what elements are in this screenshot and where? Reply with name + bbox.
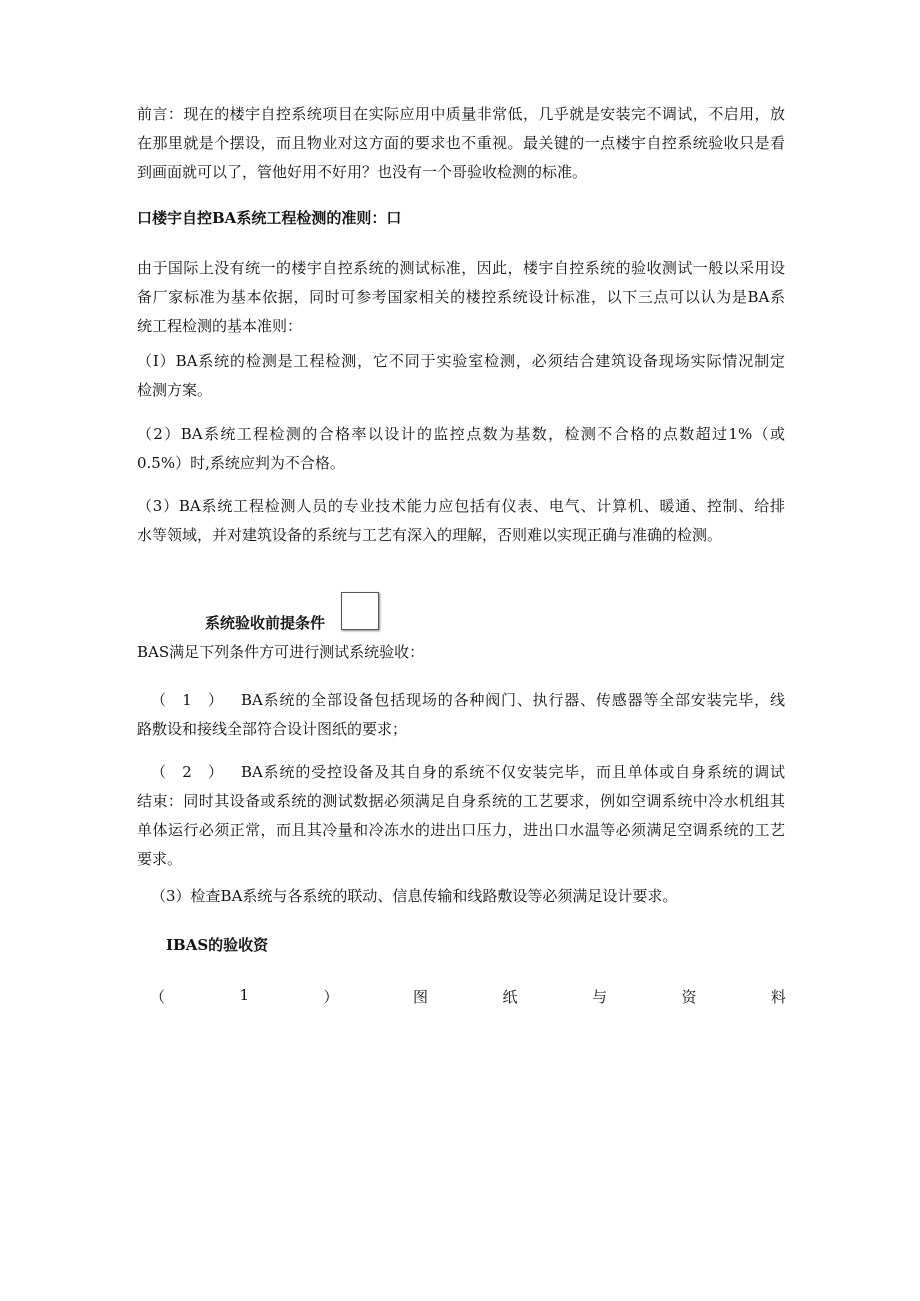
document-page: 前言：现在的楼宇自控系统项目在实际应用中质量非常低，几乎就是安装完不调试，不启用，放 在那里就是个摆设，而且物业对这方面的要求也不重视。最关键的一点楼宇自控系统验收只是看 到画面就可以了，管他好用不好用？也没有一个哥验收检测的标准。 口楼宇自控BA系统工程检测的准则：口 由于国际上没有统一的楼宇自控系统的测试标准，因此，楼宇自控系统的验收测试一般以采用设 备厂家标准为基本依据，同时可参考国家相关的楼控系统设计标准，以下三点可以认为是BA系 统工程检测的基本准则： （I）BA系统的检测是工程检测，它不同于实验室检测，必须结合建筑设备现场实际情况制定 检测方案。 （2）BA系统工程检测的合格率以设计的监控点数为基数，检测不合格的点数超过1%（或 0.5%）时,系统应判为不合格。 （3）BA系统工程检测人员的专业技术能力应包括有仪表、电气、计算机、暖通、控制、给排 水等领域，并对建筑设备的系统与工艺有深入的理解，否则难以实现正确与准确的检测。 系统验收前提条件 BAS满足下列条件方可进行测试系统验收： （1） BA系统的全部设备包括现场的各种阀门、执行器、传感器等全部安装完毕，线 路敷设和接线全部符合设计图纸的要求； （2） BA系统的受控设备及其自身的系统不仅安装完毕，而且单体或自身系统的调试 结束：同时其设备或系统的测试数据必须满足自身系统的工艺要求，例如空调系统中冷水机组其 单体运行必须正常，而且其冷量和冷冻水的进出口压力，进出口水温等必须满足空调系统的工艺 要求。 （3）检查BA系统与各系统的联动、信息传输和线路敷设等必须满足设计要求。 IBAS的验收资 （ 1 ） 图 纸 与 资 料: [0, 0, 920, 1301]
text-line: 到画面就可以了，管他好用不好用？也没有一个哥验收检测的标准。: [137, 163, 588, 181]
item-char: 1: [239, 986, 250, 1004]
text-line: 0.5%）时,系统应判为不合格。: [137, 454, 345, 472]
text-line: （2） BA系统的受控设备及其自身的系统不仅安装完毕，而且单体或自身系统的调试: [151, 763, 785, 781]
prerequisite-intro: BAS满足下列条件方可进行测试系统验收：: [137, 643, 425, 661]
checkbox-graphic: [341, 592, 379, 630]
text-line: 检测方案。: [137, 381, 213, 399]
item-char: 纸: [502, 988, 518, 1006]
item-char: 资: [681, 988, 697, 1006]
item-char: 与: [591, 988, 607, 1006]
text-line: 要求。: [137, 850, 183, 868]
text-line: 结束：同时其设备或系统的测试数据必须满足自身系统的工艺要求，例如空调系统中冷水机组其: [137, 792, 785, 810]
text-line: 备厂家标准为基本依据，同时可参考国家相关的楼控系统设计标准，以下三点可以认为是BA系: [137, 288, 785, 306]
text-line: 在那里就是个摆设，而且物业对这方面的要求也不重视。最关键的一点楼宇自控系统验收只是看: [137, 134, 785, 152]
text-line: 路敷设和接线全部符合设计图纸的要求；: [137, 720, 408, 738]
intro-paragraph: [137, 100, 785, 187]
text-line: 由于国际上没有统一的楼宇自控系统的测试标准，因此，楼宇自控系统的验收测试一般以采用设: [137, 259, 785, 277]
item-char: （: [150, 988, 166, 1006]
section-heading-acceptance-docs: IBAS的验收资: [166, 936, 269, 954]
text-line: 单体运行必须正常，而且其冷量和冷冻水的进出口压力，进出口水温等必须满足空调系统的工艺: [137, 821, 785, 839]
item-char: 图: [412, 988, 428, 1006]
text-line: （1） BA系统的全部设备包括现场的各种阀门、执行器、传感器等全部安装完毕，线: [151, 691, 785, 709]
text-line: 水等领域，并对建筑设备的系统与工艺有深入的理解，否则难以实现正确与准确的检测。: [137, 526, 723, 544]
criteria-rule-3: [137, 492, 785, 550]
text-line: （2）BA系统工程检测的合格率以设计的监控点数为基数，检测不合格的点数超过1%（或: [137, 425, 785, 443]
text-line: （I）BA系统的检测是工程检测，它不同于实验室检测，必须结合建筑设备现场实际情况制定: [137, 352, 785, 370]
item-char: ）: [323, 988, 339, 1006]
text-line: （3）BA系统工程检测人员的专业技术能力应包括有仪表、电气、计算机、暖通、控制、给排: [137, 497, 785, 515]
criteria-paragraph: [137, 254, 785, 341]
text-line: 前言：现在的楼宇自控系统项目在实际应用中质量非常低，几乎就是安装完不调试，不启用，放: [137, 105, 785, 123]
text-line: 统工程检测的基本准则：: [137, 317, 303, 335]
condition-3: （3）检查BA系统与各系统的联动、信息传输和线路敷设等必须满足设计要求。: [151, 887, 678, 905]
criteria-rule-2: [137, 420, 785, 478]
condition-1: [137, 686, 785, 744]
criteria-rule-1: [137, 347, 785, 405]
item-drawings-and-documents: [150, 986, 786, 1007]
section-heading-criteria: 口楼宇自控BA系统工程检测的准则：口: [137, 209, 402, 227]
condition-2: [137, 758, 785, 874]
item-char: 料: [770, 988, 786, 1006]
